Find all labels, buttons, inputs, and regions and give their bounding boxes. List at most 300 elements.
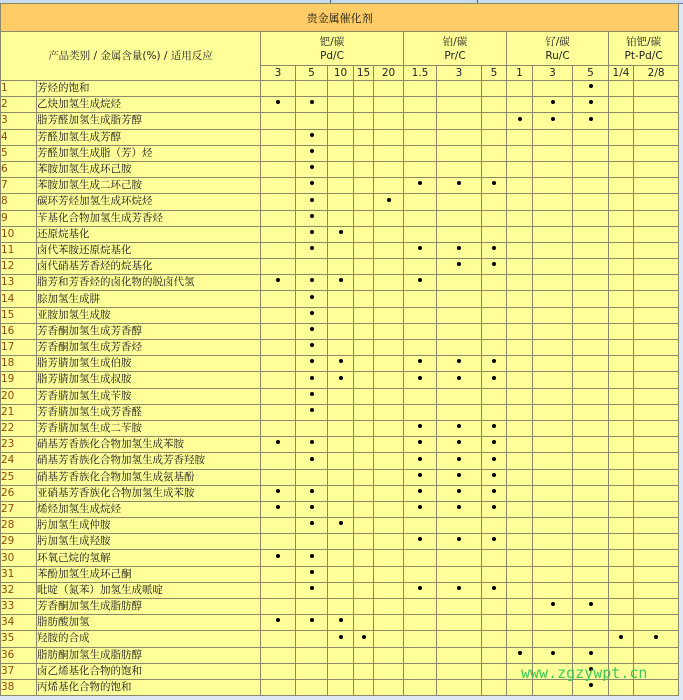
applicability-cell	[573, 679, 609, 695]
applicable-dot-icon	[310, 521, 314, 525]
applicability-cell	[609, 161, 634, 177]
applicability-cell	[533, 566, 573, 582]
metal-content-header: 3	[437, 66, 482, 81]
applicable-dot-icon	[310, 246, 314, 250]
applicability-cell	[354, 647, 374, 663]
table-row	[1, 275, 679, 291]
reaction-name: 卤代苯胺还原烷基化	[37, 242, 261, 258]
applicability-cell	[437, 323, 482, 339]
applicability-cell	[354, 194, 374, 210]
applicability-cell	[533, 631, 573, 647]
applicability-cell	[533, 404, 573, 420]
applicability-cell	[507, 518, 533, 534]
applicability-cell	[482, 145, 507, 161]
applicability-cell	[296, 113, 328, 129]
applicable-dot-icon	[492, 262, 496, 266]
applicable-dot-icon	[339, 635, 343, 639]
applicability-cell	[404, 420, 437, 436]
applicability-cell	[609, 647, 634, 663]
applicability-cell	[261, 275, 296, 291]
applicability-cell	[634, 113, 679, 129]
applicability-cell	[261, 582, 296, 598]
applicability-cell	[507, 582, 533, 598]
applicability-cell	[404, 615, 437, 631]
applicability-cell	[354, 242, 374, 258]
applicability-cell	[573, 420, 609, 436]
applicability-cell	[437, 372, 482, 388]
applicability-cell	[573, 81, 609, 97]
applicability-cell	[437, 647, 482, 663]
applicability-cell	[533, 599, 573, 615]
applicability-cell	[296, 323, 328, 339]
applicability-cell	[634, 242, 679, 258]
applicability-cell	[533, 679, 573, 695]
applicability-cell	[328, 631, 354, 647]
applicability-cell	[404, 210, 437, 226]
applicability-cell	[296, 453, 328, 469]
applicability-cell	[404, 340, 437, 356]
metal-content-header: 3	[533, 66, 573, 81]
applicable-dot-icon	[310, 343, 314, 347]
applicability-cell	[374, 129, 404, 145]
applicability-cell	[354, 663, 374, 679]
applicability-cell	[482, 388, 507, 404]
applicable-dot-icon	[654, 635, 658, 639]
applicability-cell	[328, 242, 354, 258]
applicability-cell	[609, 81, 634, 97]
applicability-cell	[404, 323, 437, 339]
applicable-dot-icon	[418, 489, 422, 493]
applicable-dot-icon	[492, 359, 496, 363]
applicable-dot-icon	[310, 554, 314, 558]
applicability-cell	[573, 550, 609, 566]
applicability-cell	[374, 259, 404, 275]
table-row	[1, 566, 679, 582]
applicability-cell	[261, 663, 296, 679]
applicability-cell	[533, 518, 573, 534]
reaction-name: 脂芳醛加氢生成脂芳醇	[37, 113, 261, 129]
applicability-cell	[374, 534, 404, 550]
applicability-cell	[634, 226, 679, 242]
applicable-dot-icon	[276, 618, 280, 622]
applicability-cell	[533, 372, 573, 388]
applicable-dot-icon	[457, 505, 461, 509]
applicability-cell	[634, 534, 679, 550]
reaction-name: 芳香腈加氢生成芳香醛	[37, 404, 261, 420]
row-number: 26	[1, 485, 37, 501]
row-number: 24	[1, 453, 37, 469]
applicability-cell	[296, 356, 328, 372]
table-row	[1, 437, 679, 453]
reaction-name: 芳香酮加氢生成脂肪醇	[37, 599, 261, 615]
row-number: 27	[1, 501, 37, 517]
row-number: 34	[1, 615, 37, 631]
applicability-cell	[482, 469, 507, 485]
applicability-cell	[507, 679, 533, 695]
applicability-cell	[482, 356, 507, 372]
applicability-cell	[328, 145, 354, 161]
applicability-cell	[404, 129, 437, 145]
applicability-cell	[261, 420, 296, 436]
applicability-cell	[507, 469, 533, 485]
applicability-cell	[533, 307, 573, 323]
reaction-name: 芳香酮加氢生成芳香醇	[37, 323, 261, 339]
applicability-cell	[404, 437, 437, 453]
applicability-cell	[296, 161, 328, 177]
applicability-cell	[533, 420, 573, 436]
applicability-cell	[482, 566, 507, 582]
applicability-cell	[573, 129, 609, 145]
applicability-cell	[354, 210, 374, 226]
applicability-cell	[354, 534, 374, 550]
catalyst-table	[0, 3, 679, 696]
applicability-cell	[634, 210, 679, 226]
row-number: 38	[1, 679, 37, 695]
applicability-cell	[404, 291, 437, 307]
applicability-cell	[404, 259, 437, 275]
applicability-cell	[533, 323, 573, 339]
row-number: 31	[1, 566, 37, 582]
applicability-cell	[609, 615, 634, 631]
applicability-cell	[328, 550, 354, 566]
applicability-cell	[634, 178, 679, 194]
applicability-cell	[573, 647, 609, 663]
applicability-cell	[261, 453, 296, 469]
applicability-cell	[609, 631, 634, 647]
applicable-dot-icon	[276, 278, 280, 282]
table-row	[1, 501, 679, 517]
applicable-dot-icon	[457, 586, 461, 590]
applicability-cell	[482, 404, 507, 420]
applicability-cell	[437, 356, 482, 372]
applicability-cell	[437, 340, 482, 356]
row-number: 12	[1, 259, 37, 275]
applicability-cell	[609, 145, 634, 161]
applicability-cell	[404, 113, 437, 129]
applicability-cell	[533, 501, 573, 517]
applicable-dot-icon	[589, 100, 593, 104]
applicability-cell	[507, 275, 533, 291]
row-number: 5	[1, 145, 37, 161]
applicability-cell	[354, 388, 374, 404]
table-row	[1, 485, 679, 501]
applicability-cell	[354, 485, 374, 501]
applicability-cell	[437, 679, 482, 695]
reaction-name: 脂芳腈加氢生成伯胺	[37, 356, 261, 372]
applicability-cell	[296, 404, 328, 420]
applicability-cell	[482, 291, 507, 307]
reaction-name: 芳醛加氢生成芳醇	[37, 129, 261, 145]
applicability-cell	[482, 453, 507, 469]
applicable-dot-icon	[492, 537, 496, 541]
applicability-cell	[437, 453, 482, 469]
applicability-cell	[533, 469, 573, 485]
applicability-cell	[634, 356, 679, 372]
applicable-dot-icon	[457, 457, 461, 461]
applicability-cell	[354, 307, 374, 323]
applicability-cell	[328, 453, 354, 469]
applicability-cell	[533, 615, 573, 631]
catalyst-name-cn: 铂/碳	[442, 35, 468, 48]
applicability-cell	[354, 631, 374, 647]
applicability-cell	[533, 113, 573, 129]
applicability-cell	[482, 631, 507, 647]
applicable-dot-icon	[310, 359, 314, 363]
applicability-cell	[634, 663, 679, 679]
row-number: 1	[1, 81, 37, 97]
applicability-cell	[374, 356, 404, 372]
applicability-cell	[437, 194, 482, 210]
applicability-cell	[374, 582, 404, 598]
applicability-cell	[374, 97, 404, 113]
applicability-cell	[404, 663, 437, 679]
applicability-cell	[328, 356, 354, 372]
reaction-name: 苯胺加氢生成二环己胺	[37, 178, 261, 194]
applicability-cell	[374, 566, 404, 582]
applicability-cell	[354, 566, 374, 582]
applicability-cell	[533, 97, 573, 113]
applicability-cell	[261, 81, 296, 97]
applicability-cell	[437, 97, 482, 113]
applicability-cell	[634, 291, 679, 307]
reaction-name: 烯烃加氢生成烷烃	[37, 501, 261, 517]
applicability-cell	[507, 647, 533, 663]
applicability-cell	[261, 518, 296, 534]
applicability-cell	[354, 259, 374, 275]
applicability-cell	[261, 404, 296, 420]
applicability-cell	[482, 599, 507, 615]
applicability-cell	[573, 145, 609, 161]
applicable-dot-icon	[589, 667, 593, 671]
applicability-cell	[354, 372, 374, 388]
table-row	[1, 469, 679, 485]
applicable-dot-icon	[339, 359, 343, 363]
applicable-dot-icon	[418, 359, 422, 363]
table-row	[1, 97, 679, 113]
applicability-cell	[354, 453, 374, 469]
applicable-dot-icon	[457, 473, 461, 477]
row-number: 18	[1, 356, 37, 372]
applicability-cell	[261, 323, 296, 339]
table-row	[1, 631, 679, 647]
applicability-cell	[533, 663, 573, 679]
applicability-cell	[437, 534, 482, 550]
applicability-cell	[507, 550, 533, 566]
applicability-cell	[261, 566, 296, 582]
catalyst-name-cn: 钯/碳	[319, 35, 345, 48]
applicability-cell	[328, 582, 354, 598]
applicability-cell	[296, 145, 328, 161]
applicability-cell	[634, 372, 679, 388]
applicable-dot-icon	[310, 133, 314, 137]
table-row	[1, 194, 679, 210]
applicability-cell	[296, 388, 328, 404]
row-number: 33	[1, 599, 37, 615]
applicability-cell	[482, 647, 507, 663]
applicability-cell	[533, 534, 573, 550]
applicability-cell	[261, 97, 296, 113]
applicability-cell	[609, 226, 634, 242]
applicable-dot-icon	[310, 214, 314, 218]
applicability-cell	[507, 178, 533, 194]
applicability-cell	[609, 566, 634, 582]
applicability-cell	[507, 307, 533, 323]
applicability-cell	[296, 437, 328, 453]
applicability-cell	[507, 631, 533, 647]
row-number: 17	[1, 340, 37, 356]
applicability-cell	[634, 453, 679, 469]
applicability-cell	[609, 582, 634, 598]
applicability-cell	[374, 679, 404, 695]
table-row	[1, 242, 679, 258]
applicability-cell	[261, 615, 296, 631]
catalyst-group-header	[507, 32, 609, 66]
applicability-cell	[573, 663, 609, 679]
applicability-cell	[533, 242, 573, 258]
applicable-dot-icon	[310, 408, 314, 412]
metal-content-header: 2/8	[634, 66, 679, 81]
metal-content-header: 10	[328, 66, 354, 81]
table-row	[1, 323, 679, 339]
applicability-cell	[328, 534, 354, 550]
table-row	[1, 453, 679, 469]
applicability-cell	[634, 679, 679, 695]
applicability-cell	[634, 518, 679, 534]
applicable-dot-icon	[589, 683, 593, 687]
reaction-name: 肟加氢生成仲胺	[37, 518, 261, 534]
applicability-cell	[261, 356, 296, 372]
category-header: 产品类别 / 金属含量(%) / 适用反应	[1, 32, 261, 81]
applicability-cell	[609, 210, 634, 226]
applicability-cell	[507, 323, 533, 339]
applicability-cell	[404, 404, 437, 420]
applicability-cell	[507, 566, 533, 582]
applicable-dot-icon	[589, 117, 593, 121]
applicable-dot-icon	[276, 440, 280, 444]
table-row	[1, 340, 679, 356]
applicability-cell	[328, 97, 354, 113]
applicability-cell	[296, 599, 328, 615]
reaction-name: 苄基化合物加氢生成芳香烃	[37, 210, 261, 226]
row-number: 16	[1, 323, 37, 339]
applicable-dot-icon	[310, 295, 314, 299]
applicability-cell	[634, 145, 679, 161]
table-row	[1, 404, 679, 420]
reaction-name: 碳环芳烃加氢生成环烷烃	[37, 194, 261, 210]
applicable-dot-icon	[589, 651, 593, 655]
applicability-cell	[482, 501, 507, 517]
applicability-cell	[573, 453, 609, 469]
applicability-cell	[609, 550, 634, 566]
applicable-dot-icon	[551, 117, 555, 121]
table-row	[1, 81, 679, 97]
applicability-cell	[533, 437, 573, 453]
applicability-cell	[354, 501, 374, 517]
applicable-dot-icon	[518, 117, 522, 121]
applicability-cell	[482, 550, 507, 566]
applicability-cell	[634, 501, 679, 517]
applicability-cell	[533, 647, 573, 663]
applicable-dot-icon	[339, 376, 343, 380]
applicability-cell	[507, 210, 533, 226]
applicability-cell	[634, 420, 679, 436]
applicability-cell	[482, 518, 507, 534]
applicability-cell	[634, 259, 679, 275]
applicability-cell	[507, 259, 533, 275]
applicability-cell	[573, 194, 609, 210]
applicability-cell	[507, 194, 533, 210]
applicability-cell	[261, 631, 296, 647]
applicability-cell	[354, 615, 374, 631]
applicable-dot-icon	[310, 618, 314, 622]
reaction-name: 芳醛加氢生成脂（芳）烃	[37, 145, 261, 161]
applicable-dot-icon	[418, 278, 422, 282]
applicability-cell	[374, 469, 404, 485]
applicability-cell	[404, 647, 437, 663]
applicable-dot-icon	[339, 278, 343, 282]
applicable-dot-icon	[551, 651, 555, 655]
applicability-cell	[374, 420, 404, 436]
applicability-cell	[507, 437, 533, 453]
applicability-cell	[573, 501, 609, 517]
applicability-cell	[507, 501, 533, 517]
applicability-cell	[261, 679, 296, 695]
applicability-cell	[328, 129, 354, 145]
applicability-cell	[507, 420, 533, 436]
applicable-dot-icon	[310, 100, 314, 104]
applicability-cell	[261, 307, 296, 323]
applicability-cell	[354, 582, 374, 598]
applicability-cell	[634, 275, 679, 291]
applicability-cell	[609, 599, 634, 615]
applicability-cell	[609, 97, 634, 113]
applicability-cell	[573, 582, 609, 598]
applicability-cell	[261, 178, 296, 194]
row-number: 13	[1, 275, 37, 291]
reaction-name: 芳香酮加氢生成芳香烃	[37, 340, 261, 356]
row-number: 10	[1, 226, 37, 242]
applicable-dot-icon	[551, 100, 555, 104]
applicability-cell	[482, 420, 507, 436]
applicable-dot-icon	[457, 181, 461, 185]
applicability-cell	[437, 145, 482, 161]
applicability-cell	[374, 501, 404, 517]
applicable-dot-icon	[276, 489, 280, 493]
applicability-cell	[609, 259, 634, 275]
applicability-cell	[437, 469, 482, 485]
applicability-cell	[634, 388, 679, 404]
table-row	[1, 307, 679, 323]
applicability-cell	[328, 437, 354, 453]
applicability-cell	[482, 97, 507, 113]
applicability-cell	[328, 518, 354, 534]
applicability-cell	[573, 356, 609, 372]
applicability-cell	[404, 81, 437, 97]
applicable-dot-icon	[551, 602, 555, 606]
applicability-cell	[482, 323, 507, 339]
applicability-cell	[374, 275, 404, 291]
row-number: 28	[1, 518, 37, 534]
applicability-cell	[573, 518, 609, 534]
applicability-cell	[328, 566, 354, 582]
applicability-cell	[354, 518, 374, 534]
applicability-cell	[261, 259, 296, 275]
table-row	[1, 129, 679, 145]
applicability-cell	[296, 420, 328, 436]
applicability-cell	[328, 420, 354, 436]
applicable-dot-icon	[492, 473, 496, 477]
applicability-cell	[482, 210, 507, 226]
